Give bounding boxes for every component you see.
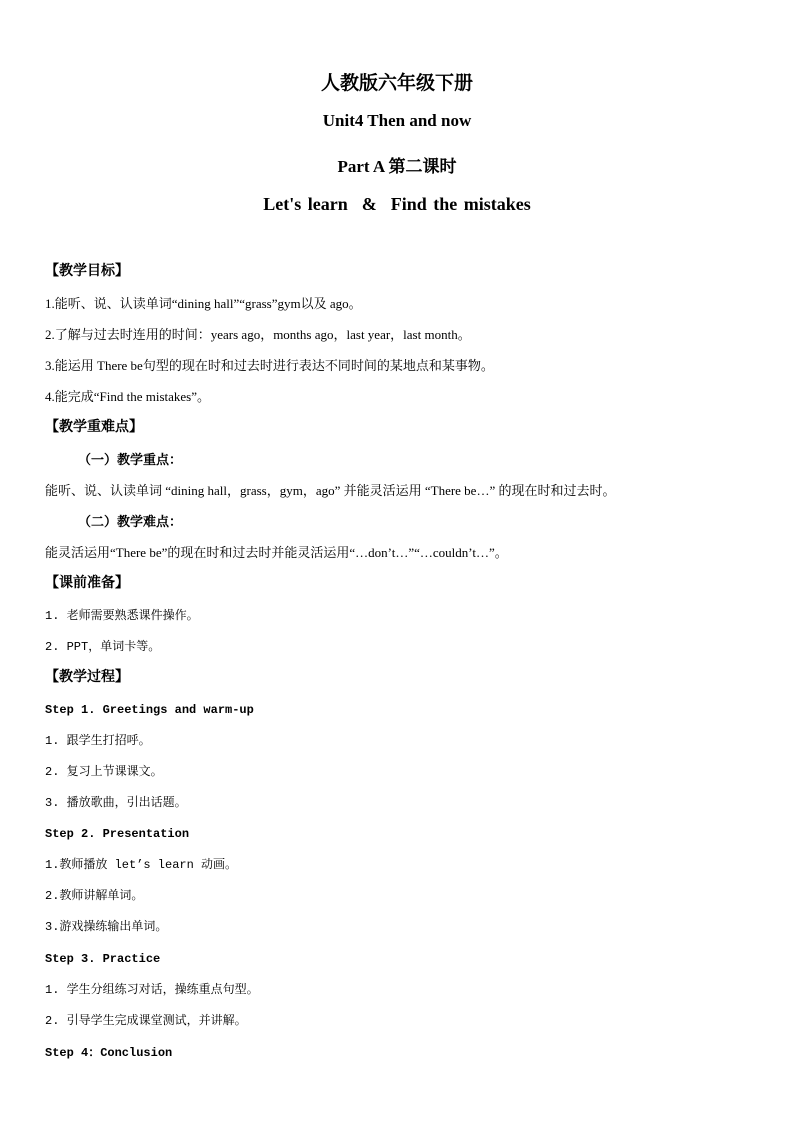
objectives-heading: 【教学目标】: [45, 264, 129, 279]
objective-item: 1.能听、说、认读单词“dining hall”“grass”gym以及 ago。: [45, 296, 362, 311]
step1-item: 2. 复习上节课课文。: [45, 765, 163, 779]
step2-item: 3.游戏操练输出单词。: [45, 920, 168, 934]
step1-item: 3. 播放歌曲，引出话题。: [45, 796, 187, 810]
step2-item: 1.教师播放 let’s learn 动画。: [45, 858, 238, 872]
lesson-title: [0, 194, 794, 215]
preparation-heading: 【课前准备】: [45, 576, 129, 591]
process-heading: 【教学过程】: [45, 670, 129, 685]
objective-item: 4.能完成“Find the mistakes”。: [45, 389, 211, 404]
preparation-item: 1. 老师需要熟悉课件操作。: [45, 609, 199, 623]
focus-label: （一）教学重点：: [78, 452, 183, 467]
step1-item: 1. 跟学生打招呼。: [45, 734, 151, 748]
step2-item: 2.教师讲解单词。: [45, 889, 144, 903]
step1-title: Step 1. Greetings and warm-up: [45, 703, 254, 717]
preparation-item: 2. PPT，单词卡等。: [45, 640, 161, 654]
step2-title: Step 2. Presentation: [45, 827, 190, 841]
step3-title: Step 3. Practice: [45, 952, 161, 966]
key-points-heading: 【教学重难点】: [45, 420, 143, 435]
step3-item: 2. 引导学生完成课堂测试，并讲解。: [45, 1014, 247, 1028]
document-title: 人教版六年级下册: [320, 73, 473, 94]
difficulty-text: 能灵活运用“There be”的现在时和过去时并能灵活运用“…don’t…”“…couldn’t…”。: [45, 545, 508, 560]
objective-item: 2.了解与过去时连用的时间：years ago，months ago，last year，last month。: [45, 327, 471, 342]
objective-item: 3.能运用 There be句型的现在时和过去时进行表达不同时间的某地点和某事物。: [45, 358, 494, 373]
step3-item: 1. 学生分组练习对话，操练重点句型。: [45, 983, 259, 997]
lesson-title-left: Let's learn: [263, 194, 348, 214]
lesson-title-ampersand: &: [361, 194, 377, 214]
part-title: Part A 第二课时: [337, 157, 457, 176]
focus-text: 能听、说、认读单词 “dining hall，grass，gym，ago” 并能灵活运用 “There be…” 的现在时和过去时。: [45, 483, 616, 498]
unit-title: Unit4 Then and now: [322, 111, 472, 130]
step4-title: Step 4：Conclusion: [45, 1046, 173, 1060]
lesson-title-right: Find the mistakes: [390, 194, 531, 214]
difficulty-label: （二）教学难点：: [78, 514, 183, 529]
